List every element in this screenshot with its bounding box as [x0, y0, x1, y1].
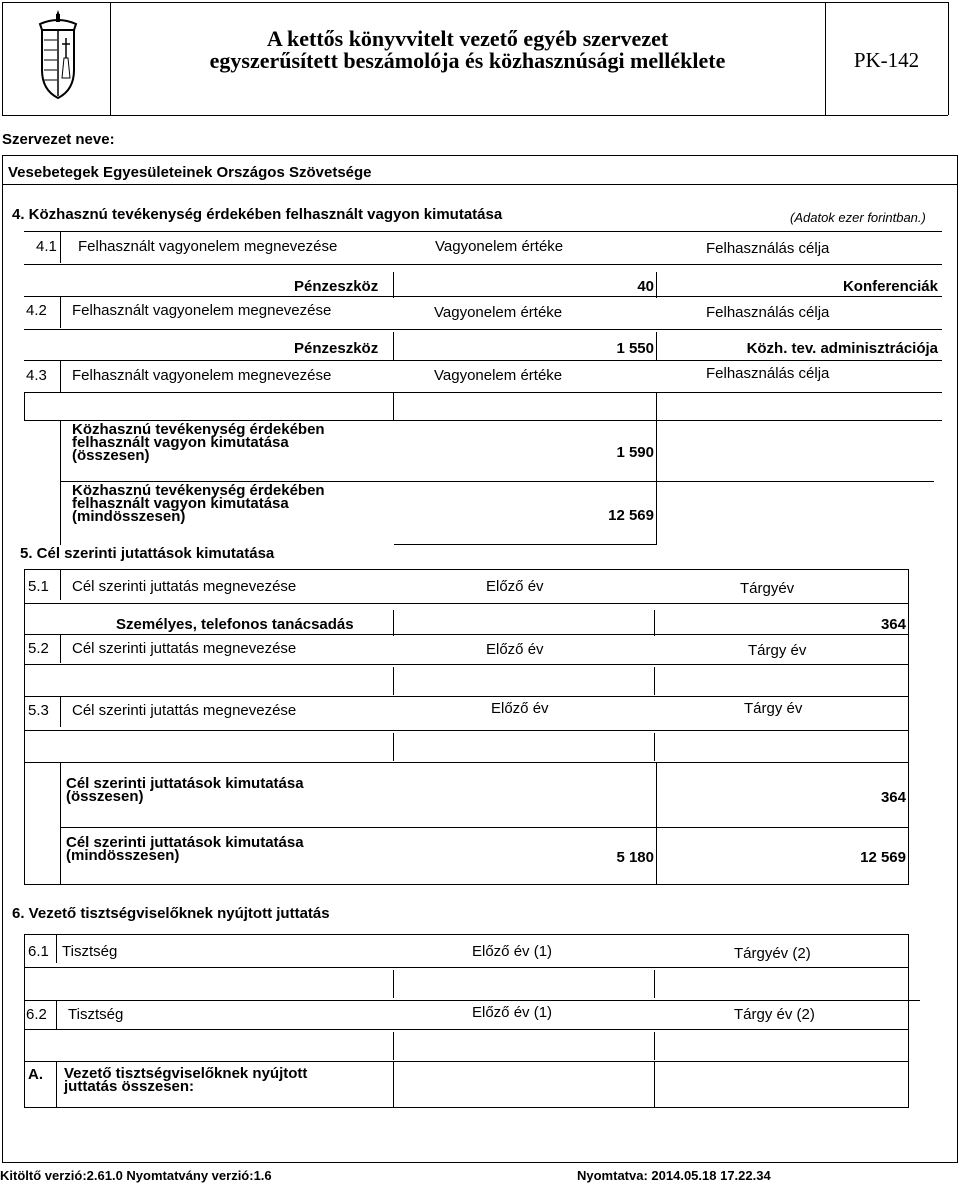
row-5-2-name-header: Cél szerinti juttatás megnevezése — [72, 640, 297, 657]
coat-of-arms-icon — [30, 8, 86, 108]
footer-printed: Nyomtatva: 2014.05.18 17.22.34 — [577, 1168, 771, 1183]
section4-note: (Adatok ezer forintban.) — [790, 210, 926, 225]
row-4-2-purpose: Közh. tev. adminisztrációja — [746, 340, 938, 357]
row-6-1-current-header: Tárgyév (2) — [734, 945, 811, 962]
row-5-1-prev-header: Előző év — [486, 578, 544, 595]
row-5-3-name-header: Cél szerinti jutattás megnevezése — [72, 702, 297, 719]
row-5-1-item: Személyes, telefonos tanácsadás — [116, 616, 354, 633]
row-4-2-item: Pénzeszköz — [294, 340, 379, 357]
section4-grand-total-label-line2: felhasznált vagyon kimutatása — [72, 495, 289, 512]
row-4-1-value-header: Vagyonelem értéke — [435, 238, 564, 255]
row-5-1-value: 364 — [880, 616, 906, 633]
organization-label: Szervezet neve: — [2, 131, 115, 148]
row-5-1-name-header: Cél szerinti juttatás megnevezése — [72, 578, 297, 595]
form-title-line1: A kettős könyvvitelt vezető egyéb szervezet — [266, 26, 669, 51]
row-4-1-number: 4.1 — [36, 238, 57, 255]
section6-total-number: A. — [28, 1066, 43, 1083]
row-4-3-number: 4.3 — [26, 367, 47, 384]
section5-total-label-line1: Cél szerinti juttatások kimutatása — [66, 775, 304, 792]
section4-title: 4. Közhasznú tevékenység érdekében felhasznált vagyon kimutatása — [12, 206, 503, 223]
form-title-line2: egyszerűsített beszámolója és közhasznúsági melléklete — [209, 48, 726, 73]
row-4-1-purpose-header: Felhasználás célja — [706, 240, 830, 257]
row-4-3-purpose-header: Felhasználás célja — [706, 365, 830, 382]
row-4-2-value-header: Vagyonelem értéke — [434, 304, 563, 321]
row-6-2-number: 6.2 — [26, 1006, 47, 1023]
row-6-2-current-header: Tárgy év (2) — [734, 1006, 815, 1023]
section5-title: 5. Cél szerinti jutattások kimutatása — [20, 545, 275, 562]
row-4-2-name-header: Felhasznált vagyonelem megnevezése — [72, 302, 332, 319]
section5-grand-total-label-line2: (mindösszesen) — [66, 847, 180, 864]
row-6-1-number: 6.1 — [28, 943, 49, 960]
section4-total-label-line1: Közhasznú tevékenység érdekében — [72, 421, 325, 438]
section6-title: 6. Vezető tisztségviselőknek nyújtott juttatás — [12, 905, 330, 922]
row-4-2-value: 1 550 — [616, 340, 654, 357]
row-4-1-item: Pénzeszköz — [294, 278, 379, 295]
row-4-1-purpose: Konferenciák — [842, 278, 938, 295]
section4-total-value: 1 590 — [616, 444, 654, 461]
section4-total-label-line2: felhasznált vagyon kimutatása — [72, 434, 289, 451]
footer-version: Kitöltő verzió:2.61.0 Nyomtatvány verzió:1.6 — [0, 1168, 272, 1183]
section4-total-label-line3: (összesen) — [72, 447, 150, 464]
section4-grand-total-label-line1: Közhasznú tevékenység érdekében — [72, 482, 325, 499]
organization-name: Vesebetegek Egyesületeinek Országos Szövetsége — [8, 164, 372, 181]
row-4-1-value: 40 — [637, 278, 654, 295]
row-4-2-purpose-header: Felhasználás célja — [706, 304, 830, 321]
row-6-1-position-header: Tisztség — [62, 943, 118, 960]
row-6-2-position-header: Tisztség — [68, 1006, 124, 1023]
form-code: PK-142 — [853, 48, 920, 72]
row-6-2-prev-header: Előző év (1) — [472, 1004, 553, 1021]
section5-total-label-line2: (összesen) — [66, 788, 144, 805]
row-5-3-current-header: Tárgy év — [744, 700, 803, 717]
row-5-3-number: 5.3 — [28, 702, 49, 719]
row-5-2-number: 5.2 — [28, 640, 49, 657]
row-5-1-number: 5.1 — [28, 578, 49, 595]
row-4-2-number: 4.2 — [26, 302, 47, 319]
section4-grand-total-value: 12 569 — [608, 507, 654, 524]
section4-grand-total-label-line3: (mindösszesen) — [72, 508, 186, 525]
row-5-2-current-header: Tárgy év — [748, 642, 807, 659]
section6-total-label-line1: Vezető tisztségviselőknek nyújtott — [64, 1065, 308, 1082]
section5-total-value: 364 — [880, 789, 906, 806]
section5-grand-total-prev: 5 180 — [616, 849, 654, 866]
section5-grand-total-label-line1: Cél szerinti juttatások kimutatása — [66, 834, 304, 851]
row-5-3-prev-header: Előző év — [491, 700, 549, 717]
section5-grand-total-current: 12 569 — [860, 849, 906, 866]
row-4-3-value-header: Vagyonelem értéke — [434, 367, 563, 384]
row-6-1-prev-header: Előző év (1) — [472, 943, 553, 960]
row-4-3-name-header: Felhasznált vagyonelem megnevezése — [72, 367, 332, 384]
row-4-1-name-header: Felhasznált vagyonelem megnevezése — [78, 238, 338, 255]
row-5-1-current-header: Tárgyév — [740, 580, 795, 597]
section6-total-label-line2: juttatás összesen: — [64, 1078, 195, 1095]
row-5-2-prev-header: Előző év — [486, 641, 544, 658]
